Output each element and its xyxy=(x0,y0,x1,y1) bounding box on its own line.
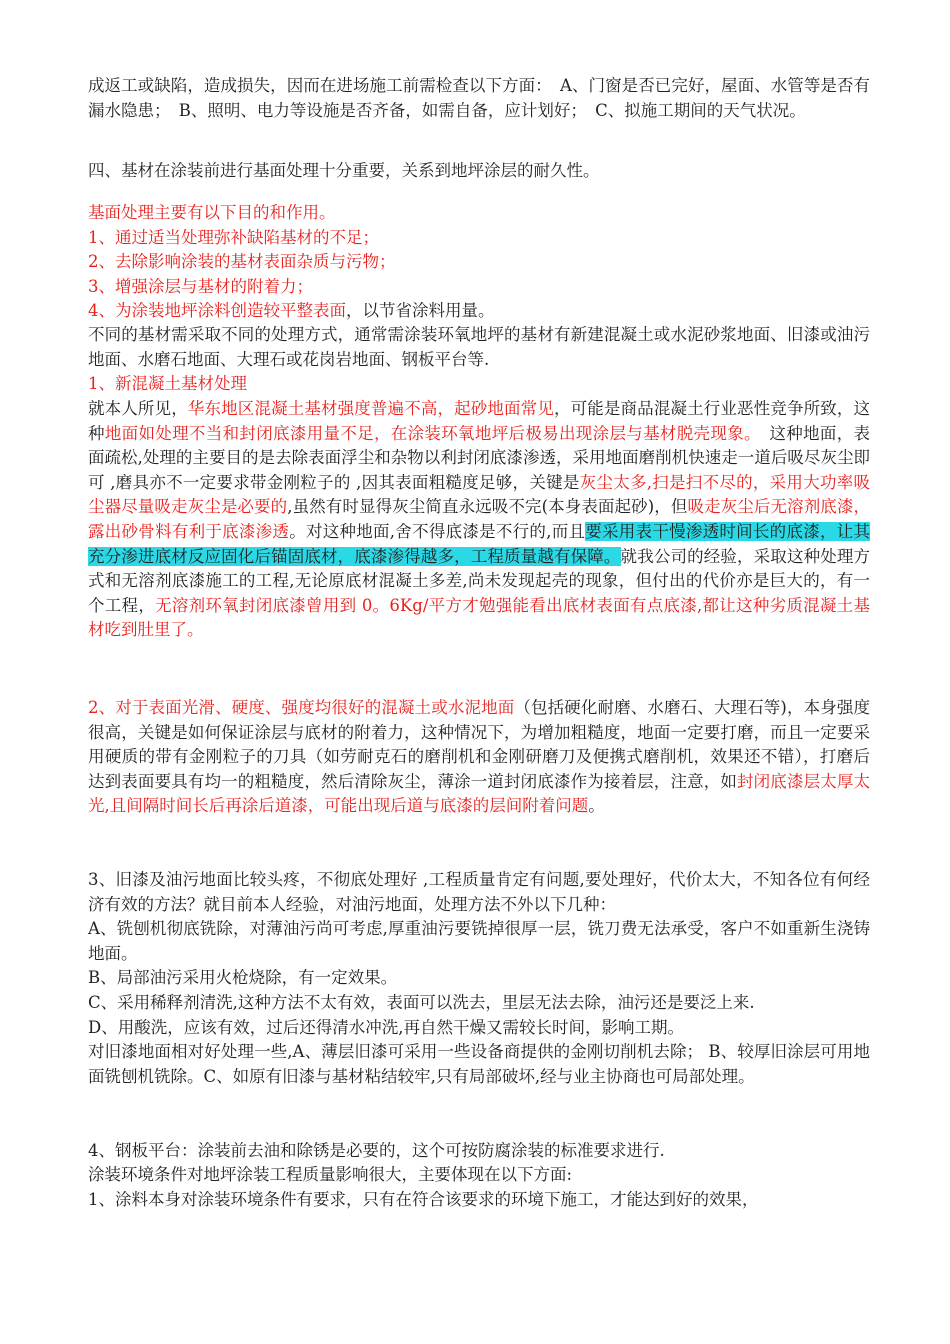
emphasis-text: 地面如处理不当和封闭底漆用量不足，在涂装环氧地坪后极易出现涂层与基材脱壳现象。 xyxy=(104,423,753,443)
paragraph-new-concrete xyxy=(88,397,870,643)
emphasis-text: 1、通过适当处理弥补缺陷基材的不足； xyxy=(88,228,379,247)
highlighted-text: 要采用表干慢渗透时间长的底漆，让其充分渗进底材反应固化后锚固底材，底漆渗得越多，工程质量越有保障。 xyxy=(88,521,871,566)
body-text: 成返工或缺陷，造成损失，因而在进场施工前需检查以下方面： A、门窗是否已完好，屋面、水管等是否有漏水隐患； B、照明、电力等设施是否齐备，如需自备，应计划好； C、拟施工期间的天气状况。 xyxy=(88,76,870,120)
paragraph-steel-platform xyxy=(88,1139,870,1164)
body-text: 不同的基材需采取不同的处理方式，通常需涂装环氧地坪的基材有新建混凝土或水泥砂浆地面、旧漆或油污地面、水磨石地面、大理石或花岗岩地面、钢板平台等. xyxy=(88,325,870,369)
list-item-D xyxy=(88,1016,870,1041)
paragraph-purpose-intro xyxy=(88,201,870,226)
list-item-4 xyxy=(88,299,870,324)
body-text: 就本人所见， xyxy=(88,399,188,418)
emphasis-text: 无溶剂环氧封闭底漆曾用到 0。6Kg/平方才勉强能看出底材表面有点底漆,都让这种劣质混凝土基材吃到肚里了。 xyxy=(88,595,870,640)
emphasis-text: 华东地区混凝土基材强度普遍不高，起砂地面常见 xyxy=(187,399,554,418)
body-text: 4、钢板平台：涂装前去油和除锈是必要的，这个可按防腐涂装的标准要求进行. xyxy=(88,1141,665,1160)
body-text: 涂装环境条件对地坪涂装工程质量影响很大，主要体现在以下方面: xyxy=(88,1165,573,1184)
body-text: 对旧漆地面相对好处理一些,A、薄层旧漆可采用一些设备商提供的金刚切削机去除； B、较厚旧涂层可用地面铣刨机铣除。C、如原有旧漆与基材粘结较牢,只有局部破坏,经与业主协商也可局部处理。 xyxy=(88,1042,870,1086)
paragraph-smooth-concrete xyxy=(88,696,870,819)
paragraph-environment-intro xyxy=(88,1163,870,1188)
list-item-C xyxy=(88,991,870,1016)
body-text: C、采用稀释剂清洗,这种方法不太有效，表面可以洗去，里层无法去除，油污还是要泛上来. xyxy=(88,993,755,1012)
list-item-1 xyxy=(88,226,870,251)
list-item-B xyxy=(88,966,870,991)
emphasis-text: 4、为涂装地坪涂料创造较平整表面 xyxy=(88,301,346,320)
body-text: 。对这种地面,舍不得底漆是不行的,而且 xyxy=(289,521,586,541)
body-text: B、局部油污采用火枪烧除，有一定效果。 xyxy=(88,968,398,987)
paragraph-substrate-types xyxy=(88,323,870,372)
body-text: （包括硬化耐磨、水磨石、大理石等)，本身强度很高，关键是如何保证涂层与底材的附着力，这种情况下，为增加粗糙度，地面一定要打磨，而且一定要采用硬质的带有金刚粒子的刀具（如劳耐克石的磨削机和金刚研磨刀及便携式磨削机，效果还不错），打磨后达到表面要具有均一的粗糙度，然后清除灰尘，薄涂一道封闭底漆作为接着层，注意，如 xyxy=(88,698,871,791)
body-text: 这种地面，表面疏松,处理的主要目的是去除表面浮尘和杂物以利封闭底漆渗透，采用地面磨削机快速走一道后吸尽灰尘即可 ,磨具亦不一定要求带金刚粒子的 ,因其表面粗糙度足够，关键是 xyxy=(88,423,871,492)
paragraph-old-paint-methods xyxy=(88,1040,870,1089)
section-heading-4 xyxy=(88,159,870,184)
body-text: ,虽然有时显得灰尘简直永远吸不完(本身表面起砂)，但 xyxy=(287,497,688,517)
body-text: 就我公司的经验，采取这种处理方式和无溶剂底漆施工的工程,无论原底材混凝土多差,尚未发现起壳的现象，但付出的代价亦是巨大的，有一个工程， xyxy=(88,546,871,615)
emphasis-text: 2、对于表面光滑、硬度、强度均很好的混凝土或水泥地面 xyxy=(88,698,515,717)
emphasis-text: 吸走灰尘后无溶剂底漆，露出砂骨料有利于底漆渗透 xyxy=(88,497,870,541)
paragraph-old-paint-intro xyxy=(88,868,870,917)
body-text: A、铣刨机彻底铣除，对薄油污尚可考虑,厚重油污要铣掉很厚一层，铣刀费无法承受，客户不如重新生浇铸地面。 xyxy=(88,919,870,963)
emphasis-text: 封闭底漆层太厚太光,且间隔时间长后再涂后道漆，可能出现后道与底漆的层间附着问题 xyxy=(88,771,871,816)
body-text: D、用酸洗，应该有效，过后还得清水冲洗,再自然干燥又需较长时间，影响工期。 xyxy=(88,1018,684,1037)
emphasis-text: 1、新混凝土基材处理 xyxy=(88,374,247,393)
subheading-new-concrete xyxy=(88,372,870,397)
emphasis-text: 2、去除影响涂装的基材表面杂质与污物； xyxy=(88,252,396,271)
list-item-3 xyxy=(88,275,870,300)
body-text: ，以节省涂料用量。 xyxy=(346,301,495,320)
emphasis-text: 3、增强涂层与基材的附着力； xyxy=(88,277,313,296)
list-item-2 xyxy=(88,250,870,275)
emphasis-text: 灰尘太多,扫是扫不尽的，采用大功率吸尘器尽量吸走灰尘是必要的 xyxy=(88,472,871,517)
emphasis-text: 基面处理主要有以下目的和作用。 xyxy=(88,203,336,222)
body-text: 四、基材在涂装前进行基面处理十分重要，关系到地坪涂层的耐久性。 xyxy=(88,161,600,180)
body-text: ，可能是商品混凝土行业恶性竞争所致，这种 xyxy=(88,399,871,443)
body-text: 3、旧漆及油污地面比较头疼，不彻底处理好 ,工程质量肯定有问题,要处理好，代价太大，不知各位有何经济有效的方法？就目前本人经验，对油污地面，处理方法不外以下几种： xyxy=(88,870,870,914)
paragraph-site-inspection xyxy=(88,74,870,123)
body-text: 。 xyxy=(588,796,605,816)
body-text: 1、涂料本身对涂装环境条件有要求，只有在符合该要求的环境下施工，才能达到好的效果， xyxy=(88,1190,759,1209)
paragraph-environment-1 xyxy=(88,1188,870,1213)
list-item-A xyxy=(88,917,870,966)
